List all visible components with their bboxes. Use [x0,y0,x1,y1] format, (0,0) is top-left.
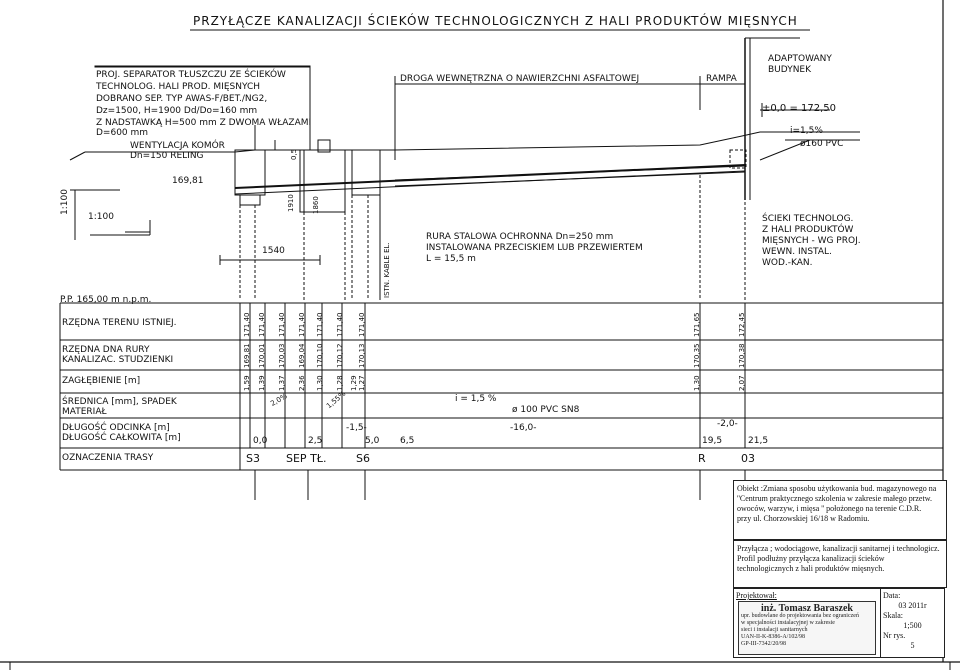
sewage-note-5: WOD.-KAN. [762,258,813,268]
cumulative-length: 6,5 [400,436,415,446]
cumulative-length: 19,5 [702,436,723,446]
sewage-note-3: MIĘSNYCH - WG PROJ. [762,236,861,246]
level-right: ±0,0 = 172,50 [762,103,837,114]
object-line: owoców, warzyw, i mięsa '' położonego na terenie C.D.R. [737,504,922,513]
steel-pipe-line-2: INSTALOWANA PRZECISKIEM LUB PRZEWIERTEM [426,243,643,253]
title-block-meta [880,588,945,658]
object-line: ''Centrum praktycznego szkolenia w zakresie małego przetw. [737,494,932,503]
terrain-value: 171,40 [358,312,366,337]
terrain-value: 172,45 [738,312,746,337]
drawing-title: PRZYŁĄCZE KANALIZACJI ŚCIEKÓW TECHNOLOGICZNYCH Z HALI PRODUKTÓW MIĘSNYCH [193,14,798,28]
terrain-value: 171,40 [316,312,324,337]
depth-value: 1,30 [316,375,324,391]
bottom-value: 170,01 [258,343,266,368]
row-trace: OZNACZENIA TRASY [62,453,154,463]
dimension-1910: 1910 [287,194,295,212]
depth-value: 1,39 [258,375,266,391]
segment-length-mid: -1,5- [346,423,367,433]
pipe-main: ø 100 PVC SN8 [512,405,580,415]
level-169-81: 169,81 [172,176,204,186]
segment-length-main: -16,0- [510,423,537,433]
bottom-value: 169,81 [243,343,251,368]
dimension-0-5: 0,5 [290,148,298,160]
cumulative-length: 5,0 [365,436,380,446]
separator-note-line-3: DOBRANO SEP. TYP AWAS-F/BET./NG2, [96,94,268,104]
trace-label: S3 [246,452,260,465]
depth-value: 2,36 [298,375,306,391]
pipe-right: ø160 PVC [800,139,844,149]
row-length-2: DŁUGOŚĆ CAŁKOWITA [m] [62,433,181,443]
stamp-line: UAN-II-K-8386-A/102/98 [741,634,805,640]
terrain-value: 171,40 [278,312,286,337]
depth-value: 2,07 [738,375,746,391]
terrain-value: 171,65 [693,312,701,337]
title-block-object [733,480,947,540]
terrain-value: 171,40 [258,312,266,337]
stamp-name: inż. Tomasz Baraszek [761,603,853,614]
row-depth: ZAGŁĘBIENIE [m] [62,376,141,386]
cumulative-length: 0,0 [253,436,268,446]
stamp-line: w specjalności instalacyjnej w zakresie [741,620,835,626]
bottom-value: 169,04 [298,343,306,368]
row-length-1: DŁUGOŚĆ ODCINKA [m] [62,423,170,433]
depth-value: 1,30 [693,375,701,391]
building-label-2: BUDYNEK [768,65,812,75]
bottom-value: 170,10 [316,343,324,368]
title-block-content [733,540,947,588]
trace-label: S6 [356,452,370,465]
stamp-line: upr. budowlane do projektowania bez ograniczeń [741,613,859,619]
content-line: Profil podłużny przyłącza kanalizacji ścieków [737,554,885,563]
content-line: Przyłącza ; wodociągowe, kanalizacji sanitarnej i technologicz. [737,544,940,553]
sheet-value: 5 [910,641,915,650]
terrain-value: 171,40 [336,312,344,337]
terrain-value: 171,40 [298,312,306,337]
bottom-value: 170,38 [738,343,746,368]
sheet-label: Nr rys. [883,631,906,640]
scale-left: 1:100 [88,212,114,222]
separator-note-line-5: Z NADSTAWKĄ H=500 mm Z DWOMA WŁAZAMI [96,118,312,128]
object-line: Obiekt :Zmiana sposobu użytkowania bud. magazynowego na [737,484,937,493]
title-block-designer [733,588,884,658]
dimension-1540: 1540 [262,246,285,256]
trace-label: 03 [741,452,755,465]
designer-label: Projektował: [736,591,777,600]
slope-main: i = 1,5 % [455,394,497,404]
slope-right: i=1,5% [790,126,823,136]
slope-left: 2,0% [269,392,289,408]
row-pipe-bottom-1: RZĘDNA DNA RURY [62,345,150,355]
segment-length-right: -2,0- [717,419,738,429]
separator-note-line-6: D=600 mm [96,128,149,138]
ventilation-diameter: Dn=150 RELING [130,151,204,161]
row-terrain: RZĘDNA TERENU ISTNIEJ. [62,318,177,328]
reference-plane: P.P. 165,00 m n.p.m. [60,295,152,305]
terrain-value: 171,40 [243,312,251,337]
steel-pipe-line-3: L = 15,5 m [426,254,476,264]
object-line: przy ul. Chorzowskiej 16/18 w Radomiu. [737,514,870,523]
row-diameter-1: ŚREDNICA [mm], SPADEK [62,397,177,407]
steel-pipe-line-1: RURA STALOWA OCHRONNA Dn=250 mm [426,232,614,242]
scale-left-vertical: 1:100 [60,189,70,215]
depth-value-extra: 1,29 [350,375,358,391]
road-label: DROGA WEWNĘTRZNA O NAWIERZCHNI ASFALTOWEJ [400,74,640,84]
bottom-value: 170,35 [693,343,701,368]
cumulative-length: 21,5 [748,436,769,446]
scale-value: 1;500 [903,621,922,630]
row-diameter-2: MATERIAŁ [62,407,107,417]
dimension-1860: 1860 [312,196,320,214]
sewage-note-1: ŚCIEKI TECHNOLOG. [762,214,854,224]
scale-label: Skala: [883,611,903,620]
trace-label: SEP TŁ. [286,452,327,465]
trace-label: R [698,452,706,465]
bottom-value: 170,03 [278,343,286,368]
stamp-line: sieci i instalacji sanitarnych [741,627,808,633]
sewage-note-2: Z HALI PRODUKTÓW [762,225,854,235]
cumulative-length: 2,5 [308,436,323,446]
content-line: technologicznych z hali produktów mięsnych. [737,564,885,573]
date-label: Data: [883,591,901,600]
bottom-value: 170,13 [358,343,366,368]
date-value: 03 2011r [898,601,927,610]
depth-value: 1,59 [243,375,251,391]
stamp-line: GP-III-7342/20/98 [741,641,786,647]
designer-stamp [738,601,876,655]
depth-value: 1,28 [336,375,344,391]
depth-value: 1,27 [358,375,366,391]
separator-note-line-2: TECHNOLOG. HALI PROD. MIĘSNYCH [96,82,261,92]
row-pipe-bottom-2: KANALIZAC. STUDZIENKI [62,355,174,365]
slope-mid: 1,55% [325,389,348,411]
ramp-label: RAMPA [706,74,737,84]
separator-note-line-4: Dz=1500, H=1900 Dd/Do=160 mm [96,106,258,116]
sewage-note-4: WEWN. INSTAL. [762,247,832,257]
cables-label: ISTN. KABLE EL. [383,242,391,298]
separator-note-line-1: PROJ. SEPARATOR TŁUSZCZU ZE ŚCIEKÓW [96,70,286,80]
building-label-1: ADAPTOWANY [768,54,832,64]
bottom-value: 170,12 [336,343,344,368]
depth-value: 1,37 [278,375,286,391]
ventilation-note: WENTYLACJA KOMÓR [130,141,225,151]
